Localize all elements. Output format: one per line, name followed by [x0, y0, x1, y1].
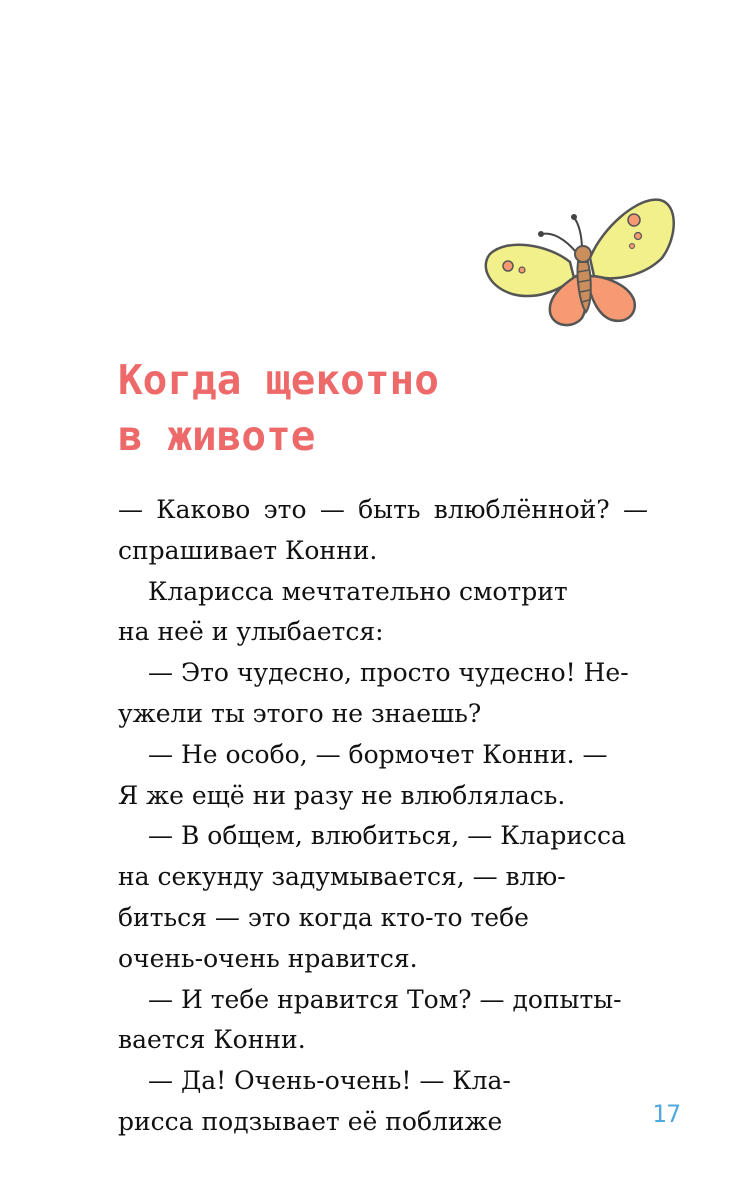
page-number: 17 — [652, 1100, 681, 1128]
text-line: — Каково это — быть влюблённой? — — [118, 495, 648, 524]
text-line: на секунду задумывается, — влю- — [118, 862, 566, 892]
text-line: биться — это когда кто-то тебе — [118, 902, 529, 932]
chapter-title-line-2: в животе — [118, 412, 316, 460]
text-line: Я же ещё ни разу не влюблялась. — [118, 780, 566, 810]
body-text — [118, 490, 648, 1143]
text-line: на неё и улыбается: — [118, 617, 384, 647]
text-line: — Да! Очень-очень! — Кла- — [148, 1066, 511, 1096]
chapter-title — [118, 352, 439, 464]
text-line: — И тебе нравится Том? — допыты- — [148, 984, 622, 1014]
text-line: рисса подзывает её поближе — [118, 1106, 503, 1136]
text-line: — Не особо, — бормочет Конни. — — [148, 739, 608, 769]
butterfly-icon — [478, 192, 688, 332]
text-line: — В общем, влюбиться, — Кларисса — [148, 821, 626, 851]
text-line: — Это чудесно, просто чудесно! Не- — [148, 658, 629, 688]
text-line: ужели ты этого не знаешь? — [118, 698, 482, 728]
text-line: спрашивает Конни. — [118, 535, 378, 565]
text-line: вается Конни. — [118, 1025, 306, 1055]
text-line: очень-очень нравится. — [118, 943, 418, 973]
text-line: Кларисса мечтательно смотрит — [148, 576, 568, 606]
chapter-title-line-1: Когда щекотно — [118, 356, 439, 404]
